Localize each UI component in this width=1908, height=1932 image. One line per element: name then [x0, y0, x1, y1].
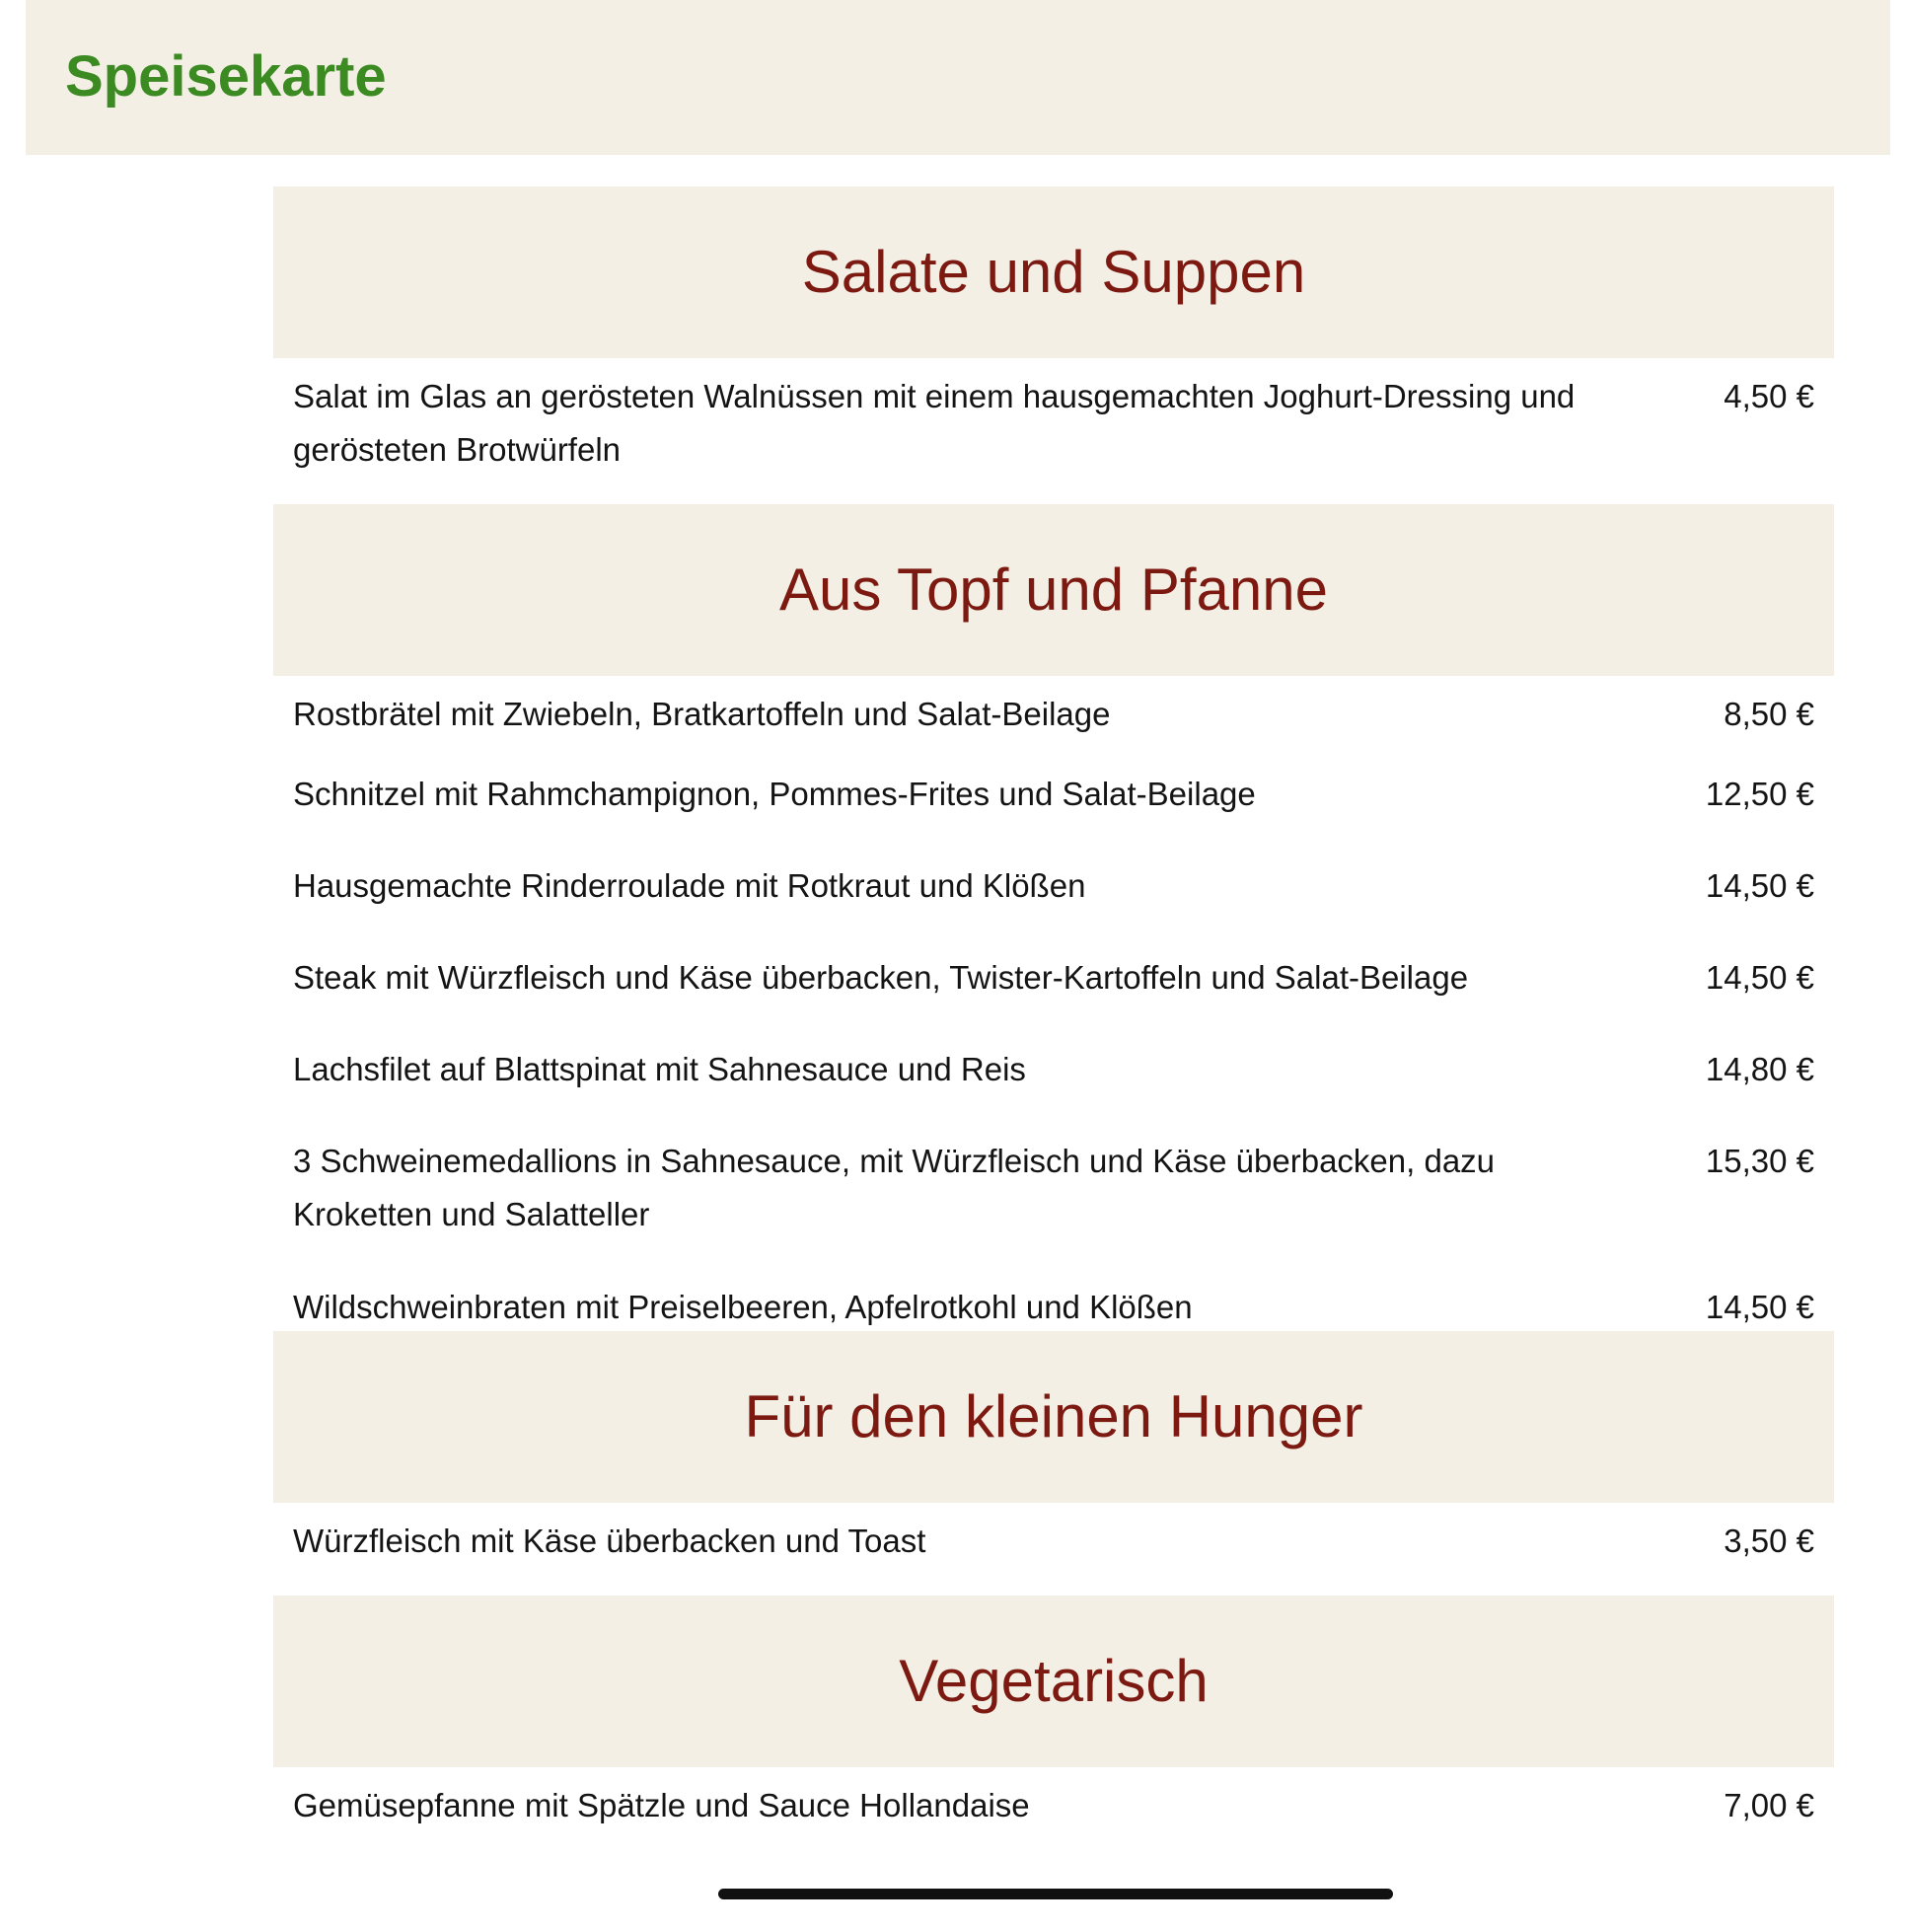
- menu-item-description: Lachsfilet auf Blattspinat mit Sahnesauce und Reis: [293, 1051, 1026, 1087]
- menu-item: [273, 859, 1834, 951]
- section-header: [273, 504, 1834, 676]
- menu-item-price: 8,50 €: [1724, 696, 1814, 732]
- menu-section-salate-und-suppen: [273, 186, 1834, 504]
- menu-item-description: Hausgemachte Rinderroulade mit Rotkraut und Klößen: [293, 867, 1086, 904]
- menu-item: [273, 768, 1834, 859]
- menu-item-price: 4,50 €: [1724, 378, 1814, 414]
- page-title: Speisekarte: [65, 44, 387, 109]
- menu-list: [273, 186, 1834, 1846]
- menu-item: [273, 951, 1834, 1043]
- menu-item: [273, 1503, 1834, 1596]
- menu-item: [273, 358, 1834, 504]
- menu-item: [273, 1043, 1834, 1135]
- menu-item-description: Würzfleisch mit Käse überbacken und Toast: [293, 1523, 926, 1559]
- menu-item-price: 3,50 €: [1724, 1523, 1814, 1559]
- menu-item-price: 14,80 €: [1705, 1051, 1814, 1087]
- menu-item-price: 15,30 €: [1705, 1143, 1814, 1179]
- menu-item-description: Salat im Glas an gerösteten Walnüssen mit einem hausgemachten Joghurt-Dressing und gerösteten Brotwürfeln: [293, 378, 1576, 468]
- section-header: [273, 186, 1834, 358]
- menu-item: [273, 676, 1834, 768]
- page-header: [26, 0, 1890, 155]
- menu-item-price: 14,50 €: [1705, 867, 1814, 904]
- section-header: [273, 1331, 1834, 1503]
- menu-section-fuer-den-kleinen-hunger: [273, 1331, 1834, 1596]
- menu-item: [273, 1281, 1834, 1331]
- section-title: Für den kleinen Hunger: [744, 1383, 1363, 1449]
- menu-section-aus-topf-und-pfanne: [273, 504, 1834, 1331]
- section-title: Salate und Suppen: [801, 239, 1306, 305]
- menu-item-price: 14,50 €: [1705, 1289, 1814, 1325]
- menu-item-price: 14,50 €: [1705, 959, 1814, 996]
- menu-item-price: 12,50 €: [1705, 776, 1814, 812]
- section-title: Vegetarisch: [899, 1648, 1209, 1714]
- menu-item: [273, 1135, 1834, 1281]
- section-header: [273, 1596, 1834, 1767]
- menu-item-description: Steak mit Würzfleisch und Käse überbacken, Twister-Kartoffeln und Salat-Beilage: [293, 959, 1469, 996]
- menu-item-description: 3 Schweinemedallions in Sahnesauce, mit Würzfleisch und Käse überbacken, dazu Kroketten und Salatteller: [293, 1143, 1496, 1232]
- menu-item-description: Wildschweinbraten mit Preiselbeeren, Apfelrotkohl und Klößen: [293, 1289, 1193, 1325]
- home-indicator[interactable]: [718, 1889, 1393, 1899]
- section-title: Aus Topf und Pfanne: [779, 557, 1328, 623]
- menu-section-vegetarisch: [273, 1596, 1834, 1846]
- menu-item-description: Gemüsepfanne mit Spätzle und Sauce Hollandaise: [293, 1787, 1030, 1823]
- menu-item-price: 7,00 €: [1724, 1787, 1814, 1823]
- menu-item-description: Rostbrätel mit Zwiebeln, Bratkartoffeln und Salat-Beilage: [293, 696, 1111, 732]
- menu-item: [273, 1767, 1834, 1846]
- menu-item-description: Schnitzel mit Rahmchampignon, Pommes-Frites und Salat-Beilage: [293, 776, 1256, 812]
